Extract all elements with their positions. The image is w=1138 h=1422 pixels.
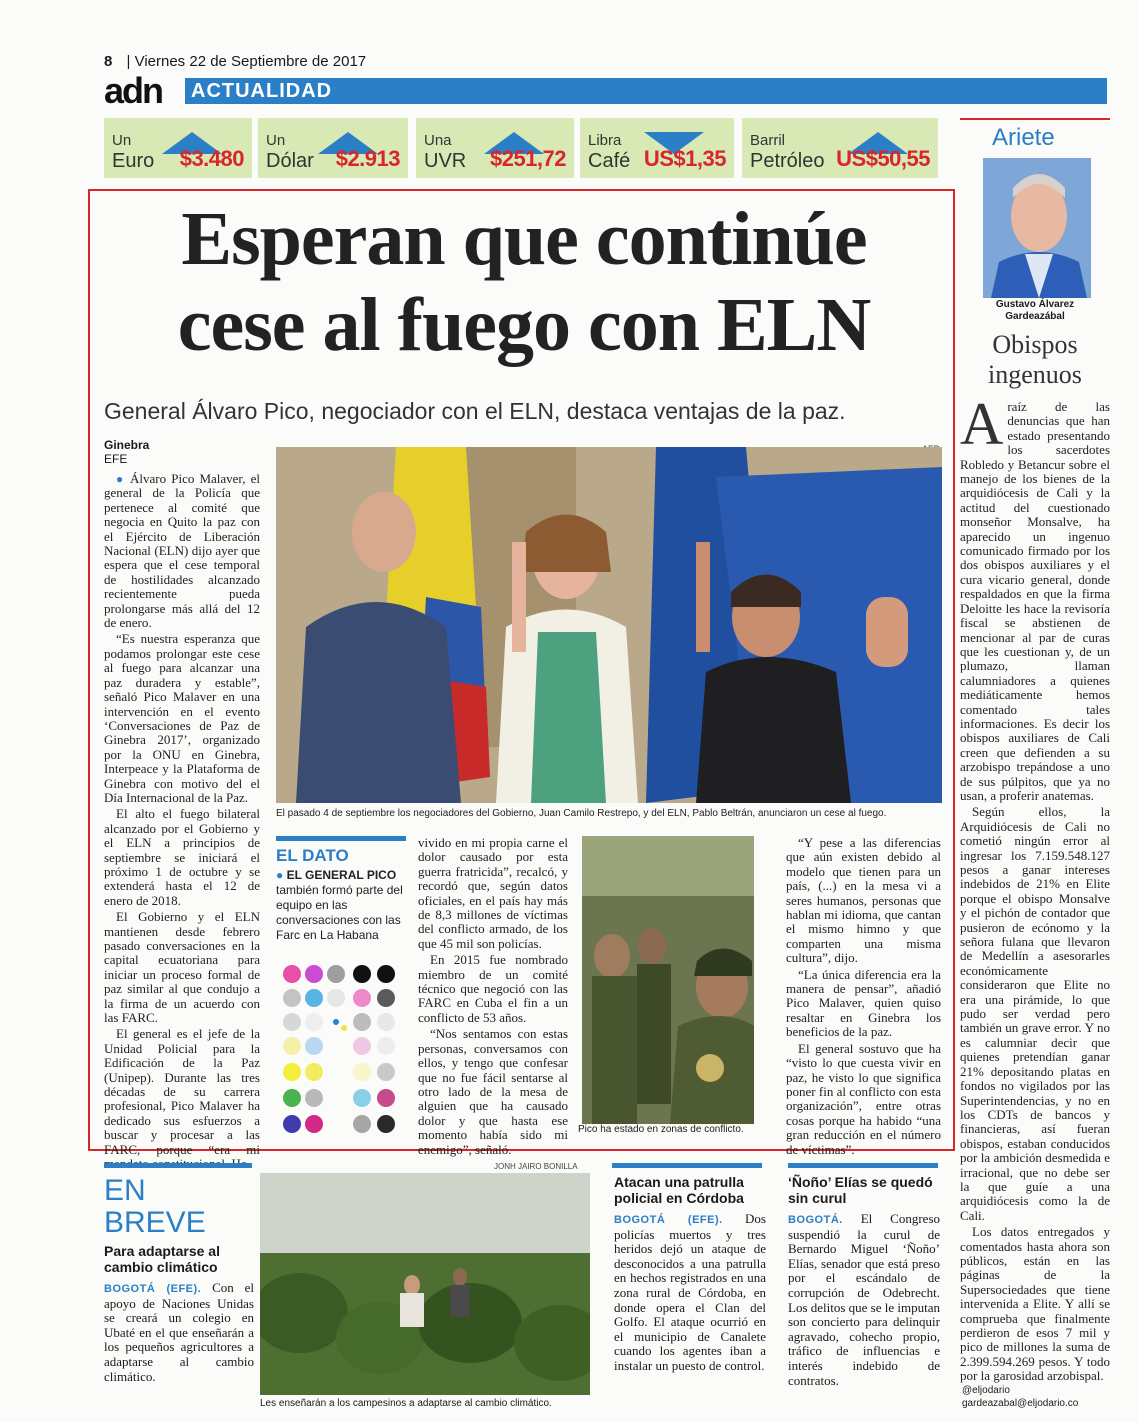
headline [104, 196, 944, 368]
adn-logo: adn [104, 70, 163, 111]
article-column-1 [104, 472, 260, 1174]
conflict-photo-caption: Pico ha estado en zonas de conflicto. [578, 1124, 744, 1135]
brief-location: BOGOTÁ. [788, 1214, 843, 1226]
paragraph-text: raíz de las denuncias que han estado presentando los sacerdotes Robledo y Betancur sobre el manejo de los bienes de la arquidiócesis de Cali y la actitud del cuestionado monseñor Monsalve, ha aparecido un ingenuo comunicado firmado por los dos obispos auxiliares y el cura vicario general, donde respaldados en que la firma Deloitte les hace la revisoría fiscal se abstienen de mencionar al par de curas que les cuestionan y, de un plumazo, llaman calumniadores a quienes mediáticamente hemos comentado tales informaciones. Es decir los obispos auxiliares de Cali creen que defienden a su arzobispo trepándose a uno de sus púlpitos, que ya no usan, a proferir anatemas. [960, 399, 1110, 803]
paragraph: Los datos entregados y comentados hasta ahora son públicos, están en las páginas de la Supersociedades que tiene intervenida a Elite. Y allí se comprueba que finalmente perdieron de esos 7 mil y pico de millones la suma de 2.399.594.269 pesos. Y todo por la garosidad arzobispal. [960, 1224, 1110, 1384]
headline-line-1: Esperan que continúe [181, 197, 867, 281]
brief-headline: ‘Ñoño’ Elías se quedó sin curul [788, 1174, 933, 1206]
ticker-label-1: Libra [588, 132, 622, 149]
brief-text: El Congreso suspendió la curul de Bernardo Miguel ‘Ñoño’ Elías, senador que está preso por el escándalo de corrupción de Odebrecht. Los delitos que se le imputan son concierto para delinquir agravado, cohecho propio, tráfico de influencias e interés indebido de contratos. [788, 1211, 941, 1388]
ticker-dolar [258, 118, 408, 178]
ticker-euro [104, 118, 252, 178]
dateline-agency: EFE [104, 452, 128, 466]
paragraph: Según ellos, la Arquidiócesis de Cali no cometió ningún error al ingresar los 7.159.548.127 pesos a ganar intereses indebidos de 21% en Elite porque el obispo Monsalve y el pichón de contador que pusieron de ecónomo y la señora fulana que llevaron de Medellín a asesorarles económicamente consideraron que Elite no era una pirámide, lo que pudo ser verdad pero también un grave error. Y no es calumniar decir que quienes pretendían ganar 21% depositando platas en fondos no vigilados por las Superintendencias, y no en los CDTs de bancos y financieras, así fueran obispos, estaban conducidos por la ambición desmedida e irracional, que no debe ser la que guíe a una arquidiócesis como la de Cali. [960, 804, 1110, 1223]
ticker-value: $3.480 [179, 146, 244, 171]
column-title-line-2: ingenuos [988, 360, 1082, 389]
conflict-zone-photo [582, 836, 754, 1124]
coffee-field-illustration [260, 1173, 590, 1395]
ticker-petroleo [742, 118, 938, 178]
brief-body [614, 1212, 766, 1374]
paragraph: El alto el fuego bilateral alcanzado por el Gobierno y el ELN a principios de septiembre se iniciará el próximo 1 de octubre y se extenderá hasta el 12 de enero de 2018. [104, 806, 260, 908]
brief-location: BOGOTÁ (EFE). [104, 1283, 202, 1295]
paragraph: El general es el jefe de la Unidad Policial para la Edificación de la Paz (Unipep). Durante las tres décadas de su carrera profesional, Pico Malaver ha dedicado sus esfuerzos a buscar y procesar a las FARC, porque “era mi [104, 1026, 260, 1157]
paragraph [960, 391, 1110, 803]
column-title-line-1: Obispos [992, 330, 1078, 359]
brief-rule [612, 1163, 762, 1168]
brief-climate [104, 1243, 254, 1384]
ticker-label-2: Dólar [266, 150, 314, 172]
ticker-label-1: Barril [750, 132, 786, 149]
brief-body [788, 1212, 940, 1388]
article-column-4 [786, 836, 941, 1159]
dato-body: también formó parte del equipo en las conversaciones con las Farc en La Habana [276, 883, 403, 942]
bullet-icon: ● [276, 868, 287, 882]
ticker-label-1: Un [266, 132, 286, 149]
ariete-rule [960, 118, 1110, 120]
author-line-1: Gustavo Álvarez [995, 299, 1075, 310]
page-number: 8 [104, 53, 113, 70]
en-breve-line-1: EN [104, 1174, 146, 1207]
dato-title: EL DATO [276, 846, 349, 865]
paragraph: El general sostuvo que ha “visto lo que cuesta vivir en paz, he visto lo que significa poner fin al conflicto con esta organización”, entre otras cosas porque ha habido “una gran reducción en el número de víctimas”. [786, 1040, 941, 1157]
ticker-value: $2.913 [335, 146, 400, 171]
ticker-label-1: Una [424, 132, 452, 149]
headline-line-2: cese al fuego con ELN [177, 283, 871, 367]
breve-rule [104, 1163, 252, 1168]
ticker-label-2: Petróleo [750, 150, 825, 172]
dateline [104, 438, 149, 466]
main-photo-caption: El pasado 4 de septiembre los negociadores del Gobierno, Juan Camilo Restrepo, y del ELN, Pablo Beltrán, anunciaron un cese al fuego. [276, 808, 887, 819]
ticker-label-2: Café [588, 150, 631, 172]
dato-rule [276, 836, 406, 841]
ticker-uvr [416, 118, 574, 178]
bullet-icon: ● [116, 472, 130, 486]
ticker-value: US$50,55 [836, 146, 930, 171]
publication-date: Viernes 22 de Septiembre de 2017 [134, 53, 367, 70]
paragraph: El Gobierno y el ELN mantienen desde febrero pasado conversaciones en la capital ecuatoriana para iniciar un proceso formal de paz similar al que condujo a la firma de un acuerdo con las FARC. [104, 909, 260, 1026]
author-portrait [983, 158, 1091, 298]
en-breve-label [104, 1175, 206, 1239]
paragraph: En 2015 fue nombrado miembro de un comité técnico que negoció con las FARC en Cuba el fin a un conflicto de 53 años. [418, 952, 568, 1025]
paragraph: “Es nuestra esperanza que podamos prolongar este cese al fuego para alcanzar una paz duradera y estable”, señaló Pico Malaver en una intervención en el evento ‘Conversaciones de Paz de Ginebra 2017’, organizado por la ONU en Ginebra, Interpeace y la Plataforma de Ginebra con motivo del el Día Internacional de la Paz. [104, 631, 260, 805]
section-banner: ACTUALIDAD [185, 78, 1107, 104]
brief-rule [788, 1163, 938, 1168]
main-photo-illustration [276, 447, 942, 803]
column-title [960, 330, 1110, 390]
page-header [104, 53, 366, 70]
divider: | [126, 53, 131, 70]
dato-lead: EL GENERAL PICO [286, 868, 397, 882]
subhead: General Álvaro Pico, negociador con el ELN, destaca ventajas de la paz. [104, 398, 846, 424]
paragraph-text: Álvaro Pico Malaver, el general de la Policía que pertenece al comité que negocia en Quito la paz con el Ejército de Liberación Nacional (ELN) dijo ayer que espera que el cese temporal de hostilidades alcanzado recientemente pueda prolongarse más allá del 12 de enero. [104, 471, 260, 631]
brief-headline: Atacan una patrulla policial en Córdoba [614, 1174, 744, 1206]
field-photo [260, 1173, 590, 1395]
field-photo-credit: JONH JAIRO BONILLA [494, 1162, 578, 1171]
dato-text [276, 868, 406, 943]
brief-curul [788, 1174, 940, 1388]
en-breve-line-2: BREVE [104, 1206, 206, 1239]
author-name [960, 299, 1110, 323]
field-photo-caption: Les enseñarán a los campesinos a adaptarse al cambio climático. [260, 1398, 552, 1409]
brief-headline: Para adaptarse al cambio climático [104, 1243, 220, 1275]
paragraph: “Y pese a las diferencias que aún existen debido al modelo que tienen para un país, (...) en la mesa vi a seres humanos, personas que hablan mi idioma, que cantan el mismo himno y que comparten una misma cultura”, dijo. [786, 835, 941, 966]
ticker-label-2: UVR [424, 150, 467, 172]
ariete-label: Ariete [992, 124, 1055, 151]
author-handle: @eljodario [962, 1385, 1010, 1396]
main-photo [276, 447, 942, 803]
paragraph [104, 472, 260, 630]
paragraph: “Nos sentamos con estas personas, conversamos con ellos, y tengo que confesar que no fue fácil sentarse al otro lado de la mesa de alguien que ha causado dolor y que hasta ese momento había sido mi enemigo”, señaló. [418, 1026, 568, 1157]
brief-location: BOGOTÁ (EFE). [614, 1214, 723, 1226]
soldiers-illustration [582, 836, 754, 1124]
ticker-cafe [580, 118, 734, 178]
color-registration-chart [282, 962, 402, 1142]
paragraph: “La única diferencia era la manera de pensar”, añadió Pico Malaver, quien quiso resaltar en Ginebra los beneficios de la paz. [786, 966, 941, 1040]
author-email: gardeazabal@eljodario.co [962, 1398, 1079, 1409]
ticker-value: $251,72 [489, 146, 566, 171]
drop-cap: A [960, 391, 1004, 457]
ticker-label-2: Euro [112, 150, 155, 172]
column-body [960, 391, 1110, 1386]
brief-patrol [614, 1174, 766, 1374]
ticker-label-1: Un [112, 132, 132, 149]
author-contact [962, 1384, 1078, 1410]
brief-text: Con el apoyo de Naciones Unidas se creará un colegio en Ubaté en el que enseñarán a los pequeños agricultores a adaptarse al cambio climático. [104, 1280, 254, 1384]
ticker-value: US$1,35 [643, 146, 726, 171]
article-column-3 [418, 836, 568, 1159]
author-line-2: Gardeazábal [1005, 311, 1065, 322]
portrait-illustration [983, 158, 1091, 298]
paragraph: vivido en mi propia carne el dolor causado por esta guerra fratricida”, recalcó, y recordó que, según datos oficiales, en el país hay más de 8,3 millones de víctimas del conflicto armado, de los que 45 mil son policías. [418, 835, 568, 951]
brief-text: Dos policías muertos y tres heridos dejó un ataque de desconocidos a una patrulla en hechos registrados en una zona rural de Córdoba, en donde opera el Clan del Golfo. El ataque ocurrió en el municipio de Canalete cuando los agentes iban a instalar un puesto de control. [614, 1211, 766, 1373]
dateline-city: Ginebra [104, 438, 150, 452]
brief-body [104, 1281, 254, 1384]
